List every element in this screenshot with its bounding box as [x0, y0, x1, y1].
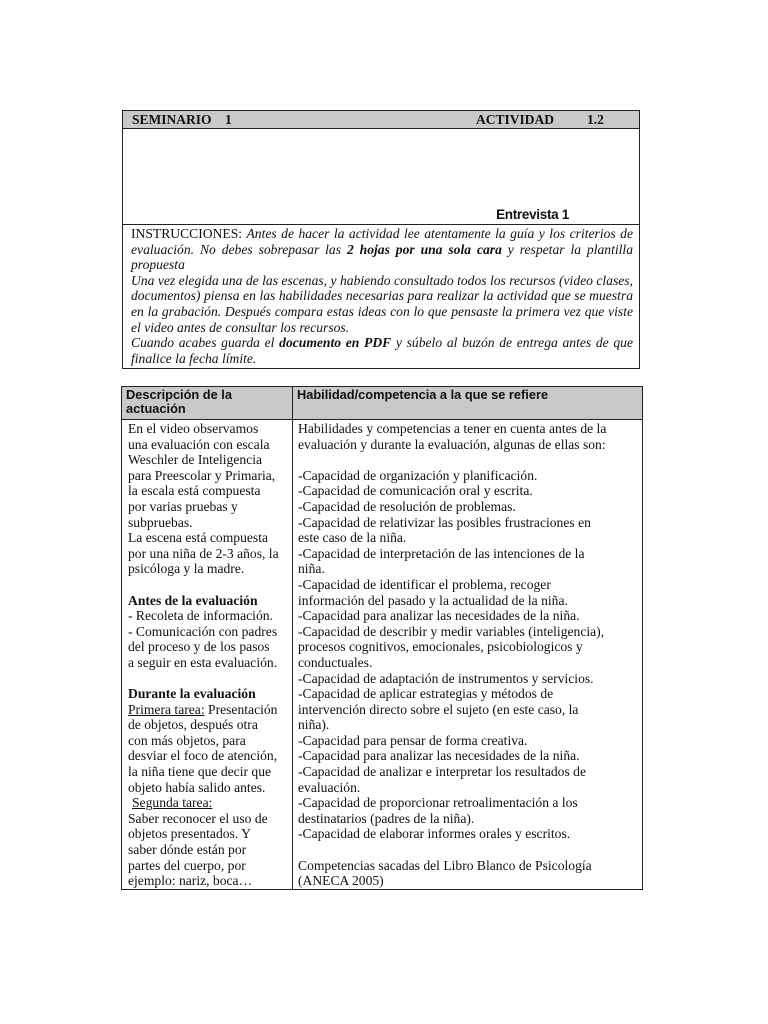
- antes-title: Antes de la evaluación: [128, 592, 258, 608]
- instructions-p1-text: Antes de hacer la actividad lee atentamente la guía y los criterios de evaluación. No debes sobrepasar las: [131, 226, 633, 257]
- list-item: -Capacidad de proporcionar retroalimentación a los: [298, 795, 578, 811]
- task1-label: Primera tarea:: [128, 701, 205, 717]
- instructions-p1: [131, 226, 633, 273]
- text-line: a seguir en esta evaluación.: [128, 654, 278, 670]
- text-line: desviar el foco de atención,: [128, 748, 278, 764]
- text-line: del proceso y de los pasos: [128, 639, 270, 655]
- list-item: evaluación.: [298, 779, 361, 795]
- text-line: ejemplo: nariz, boca…: [128, 873, 253, 889]
- text-line: de objetos, después otra: [128, 717, 258, 733]
- table-row: [122, 420, 643, 890]
- instructions-p2: [131, 273, 633, 335]
- list-item: procesos cognitivos, emocionales, psicobiologicos y: [298, 639, 583, 655]
- seminario-label: SEMINARIO: [132, 112, 212, 127]
- list-item: -Capacidad de relativizar las posibles frustraciones en: [298, 514, 591, 530]
- instructions: [123, 225, 639, 368]
- text-line: Saber reconocer el uso de: [128, 810, 268, 826]
- text-line: evaluación y durante la evaluación, algunas de ellas son:: [298, 436, 606, 452]
- instructions-p2-text: Una vez elegida una de las escenas, y habiendo consultado todos los recursos (video clases, documentos) piensa en las habilidades necesarias para realizar la actividad que se muestra en la grabación. Después compara estas ideas con lo que pensaste la primera vez que viste el video antes de consultar los recursos.: [131, 272, 633, 335]
- description-cell: [122, 420, 293, 890]
- list-item: -Capacidad para analizar las necesidades de la niña.: [298, 748, 580, 764]
- list-item: niña).: [298, 717, 330, 733]
- list-item: -Capacidad de organización y planificación.: [298, 467, 538, 483]
- list-item: -Capacidad de identificar el problema, recoger: [298, 576, 551, 592]
- list-item: -Capacidad de resolución de problemas.: [298, 498, 516, 514]
- list-item: -Capacidad de analizar e interpretar los resultados de: [298, 764, 586, 780]
- text-line: - Comunicación con padres: [128, 623, 278, 639]
- text-line: Habilidades y competencias a tener en cuenta antes de la: [298, 421, 607, 436]
- actividad-label: ACTIVIDAD: [476, 112, 555, 127]
- col2-header: Habilidad/competencia a la que se refiere: [293, 387, 643, 420]
- list-item: -Capacidad de aplicar estrategias y métodos de: [298, 686, 554, 702]
- list-item: -Capacidad para pensar de forma creativa.: [298, 732, 528, 748]
- task1-text: Presentación: [204, 701, 278, 717]
- seminario-number: 1: [225, 112, 232, 127]
- text-line: psicóloga y la madre.: [128, 561, 245, 577]
- source-note: (ANECA 2005): [298, 873, 384, 889]
- actividad-number: 1.2: [587, 112, 604, 127]
- text-line: objeto había salido antes.: [128, 779, 266, 795]
- list-item: niña.: [298, 561, 325, 577]
- text-line: objetos presentados. Y: [128, 826, 251, 842]
- activity-table: [121, 386, 643, 890]
- text-line: La escena está compuesta: [128, 530, 269, 546]
- header-blank-area: [123, 129, 639, 225]
- instructions-p3: [131, 335, 633, 366]
- instructions-p3-bold: documento en PDF: [279, 335, 392, 351]
- list-item: conductuales.: [298, 654, 373, 670]
- instructions-p3-end: y súbelo al buzón de entrega antes de que finalice la fecha límite.: [131, 335, 633, 366]
- text-line: subpruebas.: [128, 514, 193, 530]
- text-line: partes del cuerpo, por: [128, 857, 246, 873]
- instructions-p3-text: Cuando acabes guarda el: [131, 335, 280, 351]
- text-line: saber dónde están por: [128, 842, 247, 858]
- durante-title: Durante la evaluación: [128, 686, 256, 702]
- list-item: -Capacidad de describir y medir variables (inteligencia),: [298, 623, 605, 639]
- list-item: -Capacidad para analizar las necesidades de la niña.: [298, 608, 580, 624]
- competencies-cell: [293, 420, 643, 890]
- text-line: [128, 702, 288, 718]
- task2-label: Segunda tarea:: [132, 795, 213, 811]
- text-line: Weschler de Inteligencia: [128, 452, 263, 468]
- col1-header: Descripción de la actuación: [122, 387, 293, 420]
- text-line: [128, 795, 288, 811]
- table-header-row: [122, 387, 643, 420]
- header-table: [122, 110, 640, 369]
- list-item: -Capacidad de interpretación de las intenciones de la: [298, 545, 585, 561]
- text-line: con más objetos, para: [128, 732, 246, 748]
- instructions-p1-bold: 2 hojas por una sola cara: [346, 241, 502, 257]
- instructions-p1-end: y respetar la plantilla propuesta: [131, 241, 634, 273]
- text-line: por una niña de 2-3 años, la: [128, 545, 279, 561]
- instructions-label: INSTRUCCIONES:: [131, 226, 247, 241]
- source-note: Competencias sacadas del Libro Blanco de Psicología: [298, 857, 592, 873]
- text-line: por varias pruebas y: [128, 498, 238, 514]
- list-item: este caso de la niña.: [298, 530, 407, 546]
- list-item: -Capacidad de elaborar informes orales y escritos.: [298, 826, 571, 842]
- list-item: destinatarios (padres de la niña).: [298, 810, 475, 826]
- list-item: -Capacidad de comunicación oral y escrita.: [298, 483, 533, 499]
- text-line: la escala está compuesta: [128, 483, 261, 499]
- header-title-row: [123, 111, 639, 129]
- text-line: - Recoleta de información.: [128, 608, 273, 624]
- list-item: información del pasado y la actualidad de la niña.: [298, 592, 568, 608]
- entrevista-label: Entrevista 1: [496, 207, 569, 222]
- text-line: para Preescolar y Primaria,: [128, 467, 276, 483]
- text-line: una evaluación con escala: [128, 436, 270, 452]
- text-line: En el video observamos: [128, 421, 259, 436]
- list-item: intervención directo sobre el sujeto (en este caso, la: [298, 701, 579, 717]
- list-item: -Capacidad de adaptación de instrumentos y servicios.: [298, 670, 594, 686]
- text-line: la niña tiene que decir que: [128, 764, 272, 780]
